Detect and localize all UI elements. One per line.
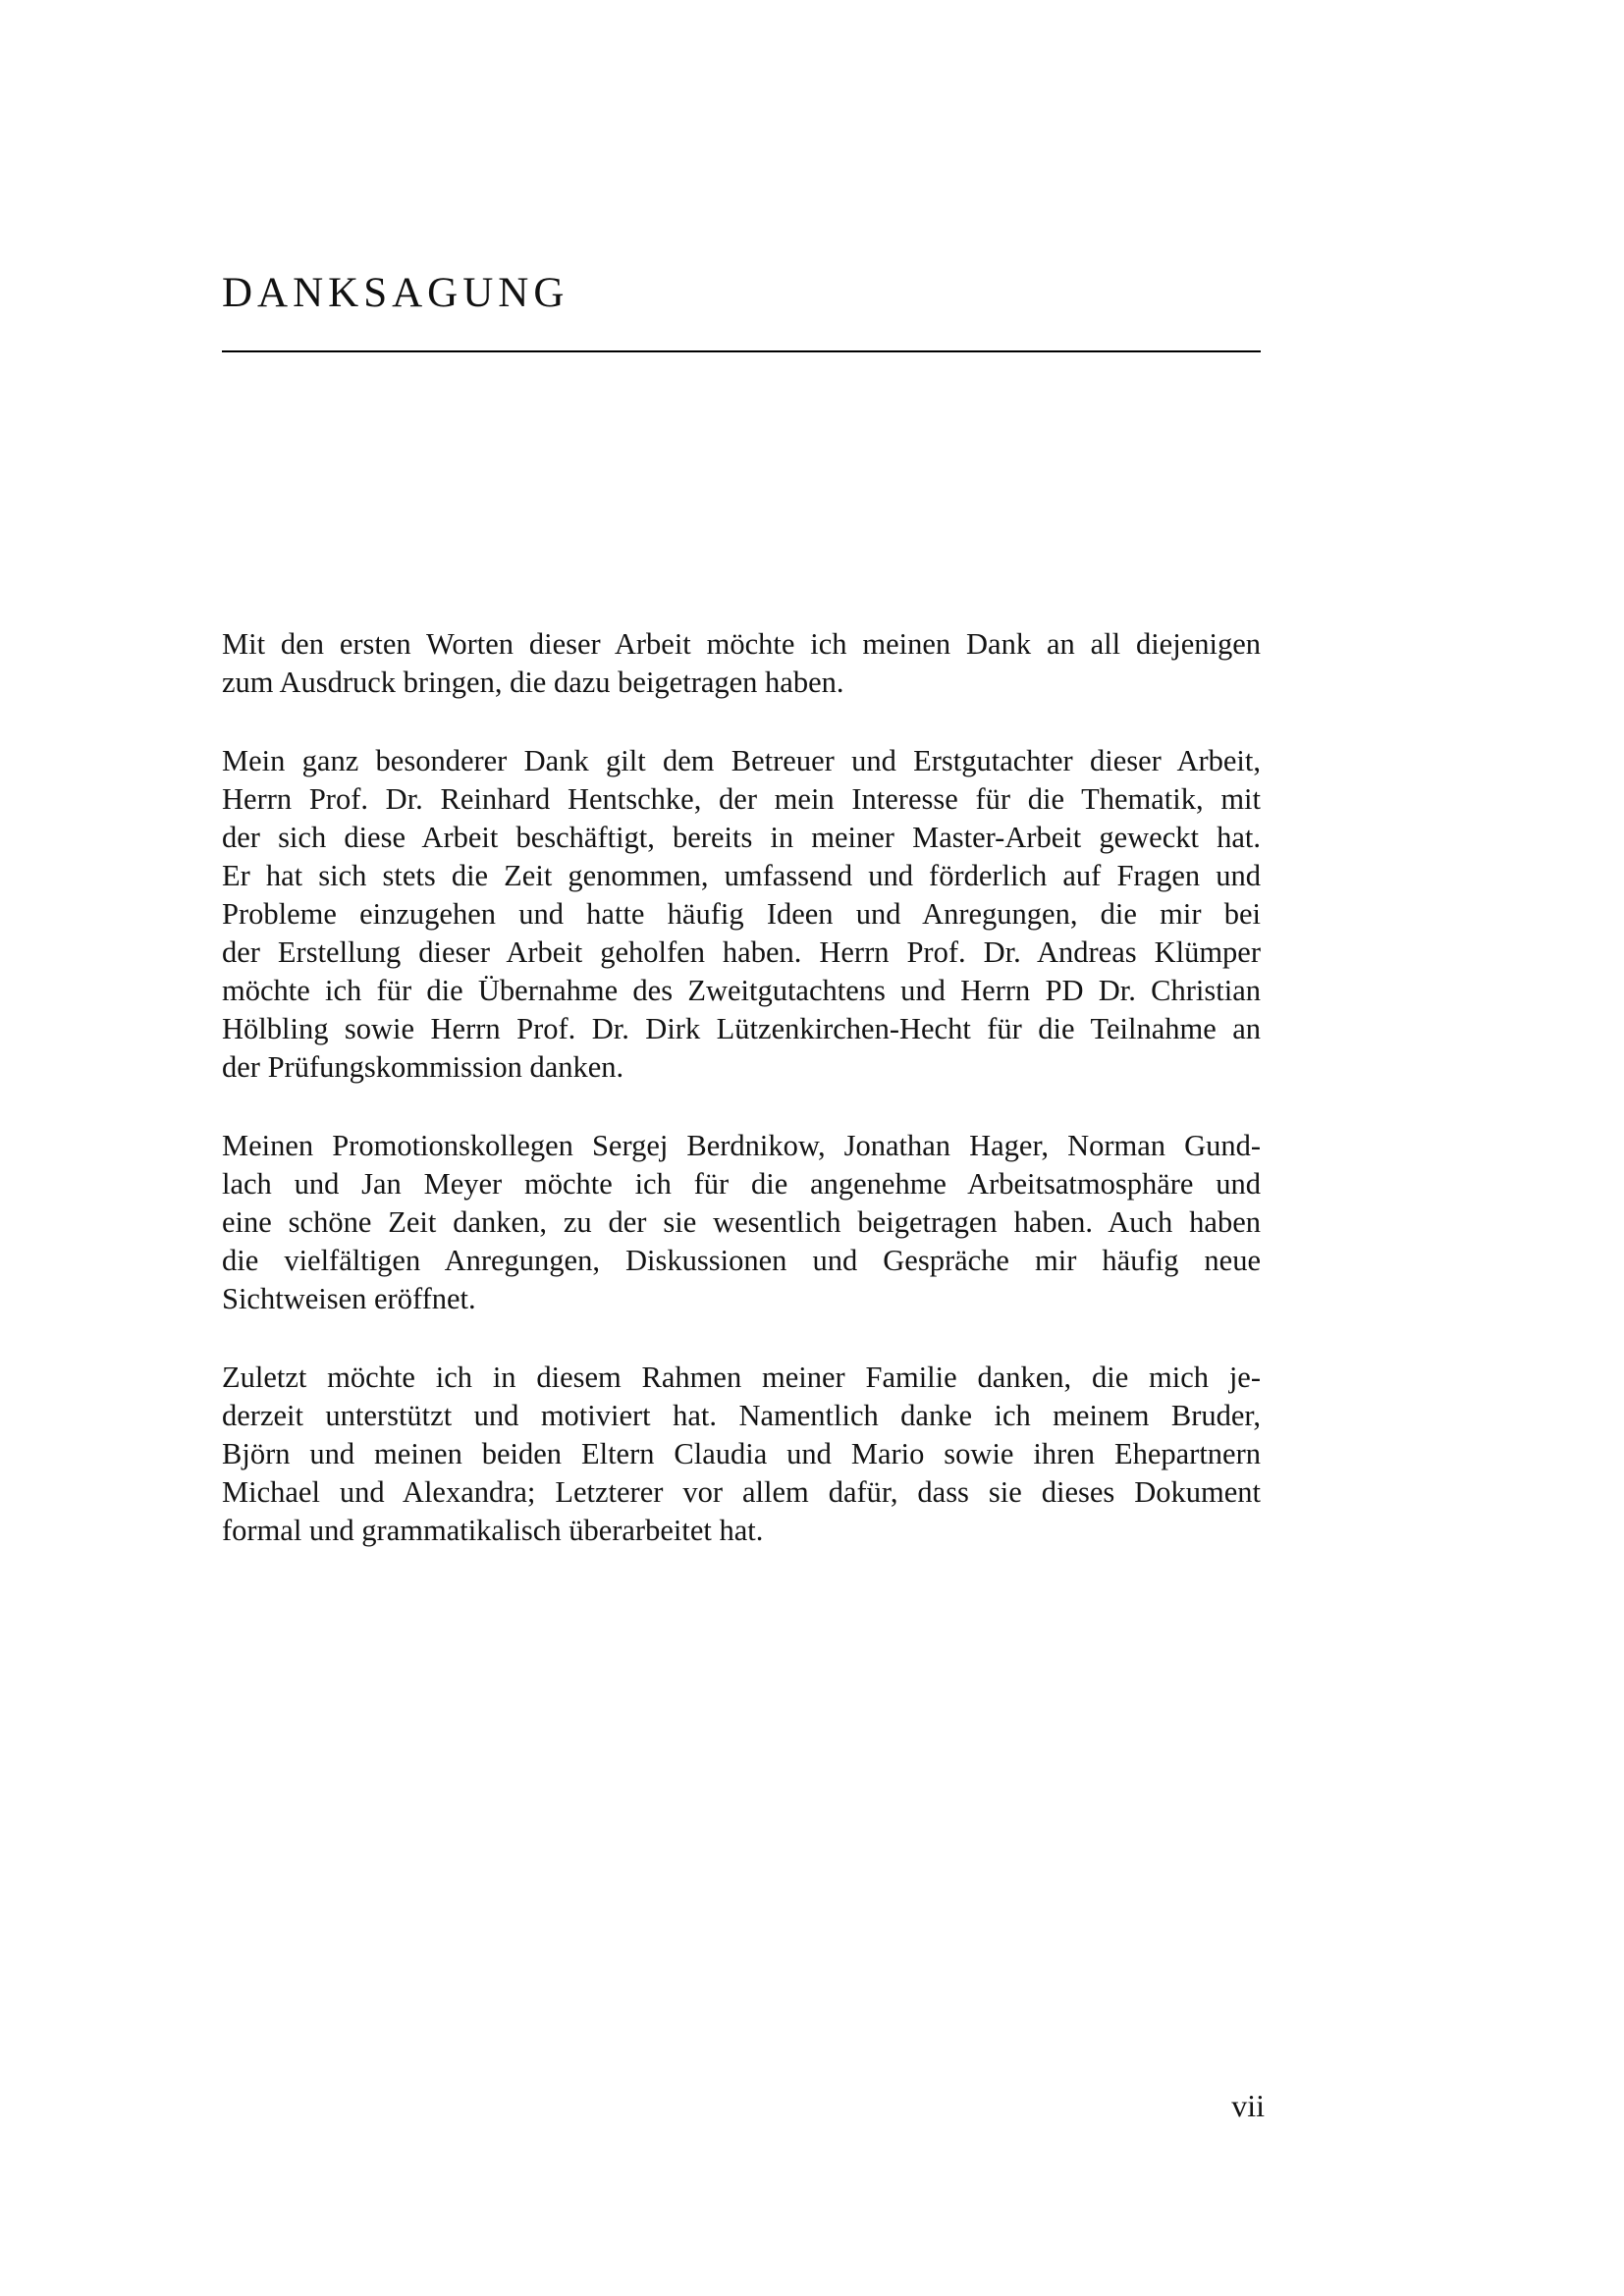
text-line: Mit den ersten Worten dieser Arbeit möchte ich meinen Dank an all diejenigen bbox=[222, 627, 1261, 661]
text-line: Er hat sich stets die Zeit genommen, umfassend und förderlich auf Fragen und bbox=[222, 859, 1261, 892]
text-line: Michael und Alexandra; Letzterer vor allem dafür, dass sie dieses Dokument bbox=[222, 1475, 1261, 1509]
text-line: formal und grammatikalisch überarbeitet hat. bbox=[222, 1514, 764, 1547]
text-line: derzeit unterstützt und motiviert hat. Namentlich danke ich meinem Bruder, bbox=[222, 1399, 1261, 1432]
text-line: Sichtweisen eröffnet. bbox=[222, 1282, 476, 1315]
text-line: die vielfältigen Anregungen, Diskussionen und Gespräche mir häufig neue bbox=[222, 1244, 1261, 1277]
text-line: zum Ausdruck bringen, die dazu beigetragen haben. bbox=[222, 666, 844, 699]
page-number: vii bbox=[1231, 2088, 1265, 2123]
text-line: der Prüfungskommission danken. bbox=[222, 1050, 624, 1084]
title-rule bbox=[222, 350, 1261, 352]
text-line: Björn und meinen beiden Eltern Claudia und Mario sowie ihren Ehepartnern bbox=[222, 1437, 1261, 1470]
paragraph bbox=[222, 1359, 1261, 1550]
text-line: Zuletzt möchte ich in diesem Rahmen meiner Familie danken, die mich je- bbox=[222, 1361, 1261, 1394]
text-line: eine schöne Zeit danken, zu der sie wesentlich beigetragen haben. Auch haben bbox=[222, 1205, 1261, 1239]
text-line: möchte ich für die Übernahme des Zweitgutachtens und Herrn PD Dr. Christian bbox=[222, 974, 1261, 1007]
text-line: Herrn Prof. Dr. Reinhard Hentschke, der mein Interesse für die Thematik, mit bbox=[222, 782, 1261, 816]
paragraphs bbox=[222, 625, 1261, 1590]
paragraph bbox=[222, 1127, 1261, 1318]
text-line: der Erstellung dieser Arbeit geholfen haben. Herrn Prof. Dr. Andreas Klümper bbox=[222, 935, 1261, 969]
text-line: Mein ganz besonderer Dank gilt dem Betreuer und Erstgutachter dieser Arbeit, bbox=[222, 744, 1261, 777]
text-line: Probleme einzugehen und hatte häufig Ideen und Anregungen, die mir bei bbox=[222, 897, 1261, 931]
text-line: Hölbling sowie Herrn Prof. Dr. Dirk Lützenkirchen-Hecht für die Teilnahme an bbox=[222, 1012, 1261, 1045]
text-line: Meinen Promotionskollegen Sergej Berdnikow, Jonathan Hager, Norman Gund- bbox=[222, 1129, 1261, 1162]
paragraph bbox=[222, 742, 1261, 1087]
paragraph bbox=[222, 625, 1261, 702]
text-line: lach und Jan Meyer möchte ich für die angenehme Arbeitsatmosphäre und bbox=[222, 1167, 1261, 1201]
text-line: der sich diese Arbeit beschäftigt, bereits in meiner Master-Arbeit geweckt hat. bbox=[222, 821, 1261, 854]
page-title: DANKSAGUNG bbox=[222, 270, 569, 316]
